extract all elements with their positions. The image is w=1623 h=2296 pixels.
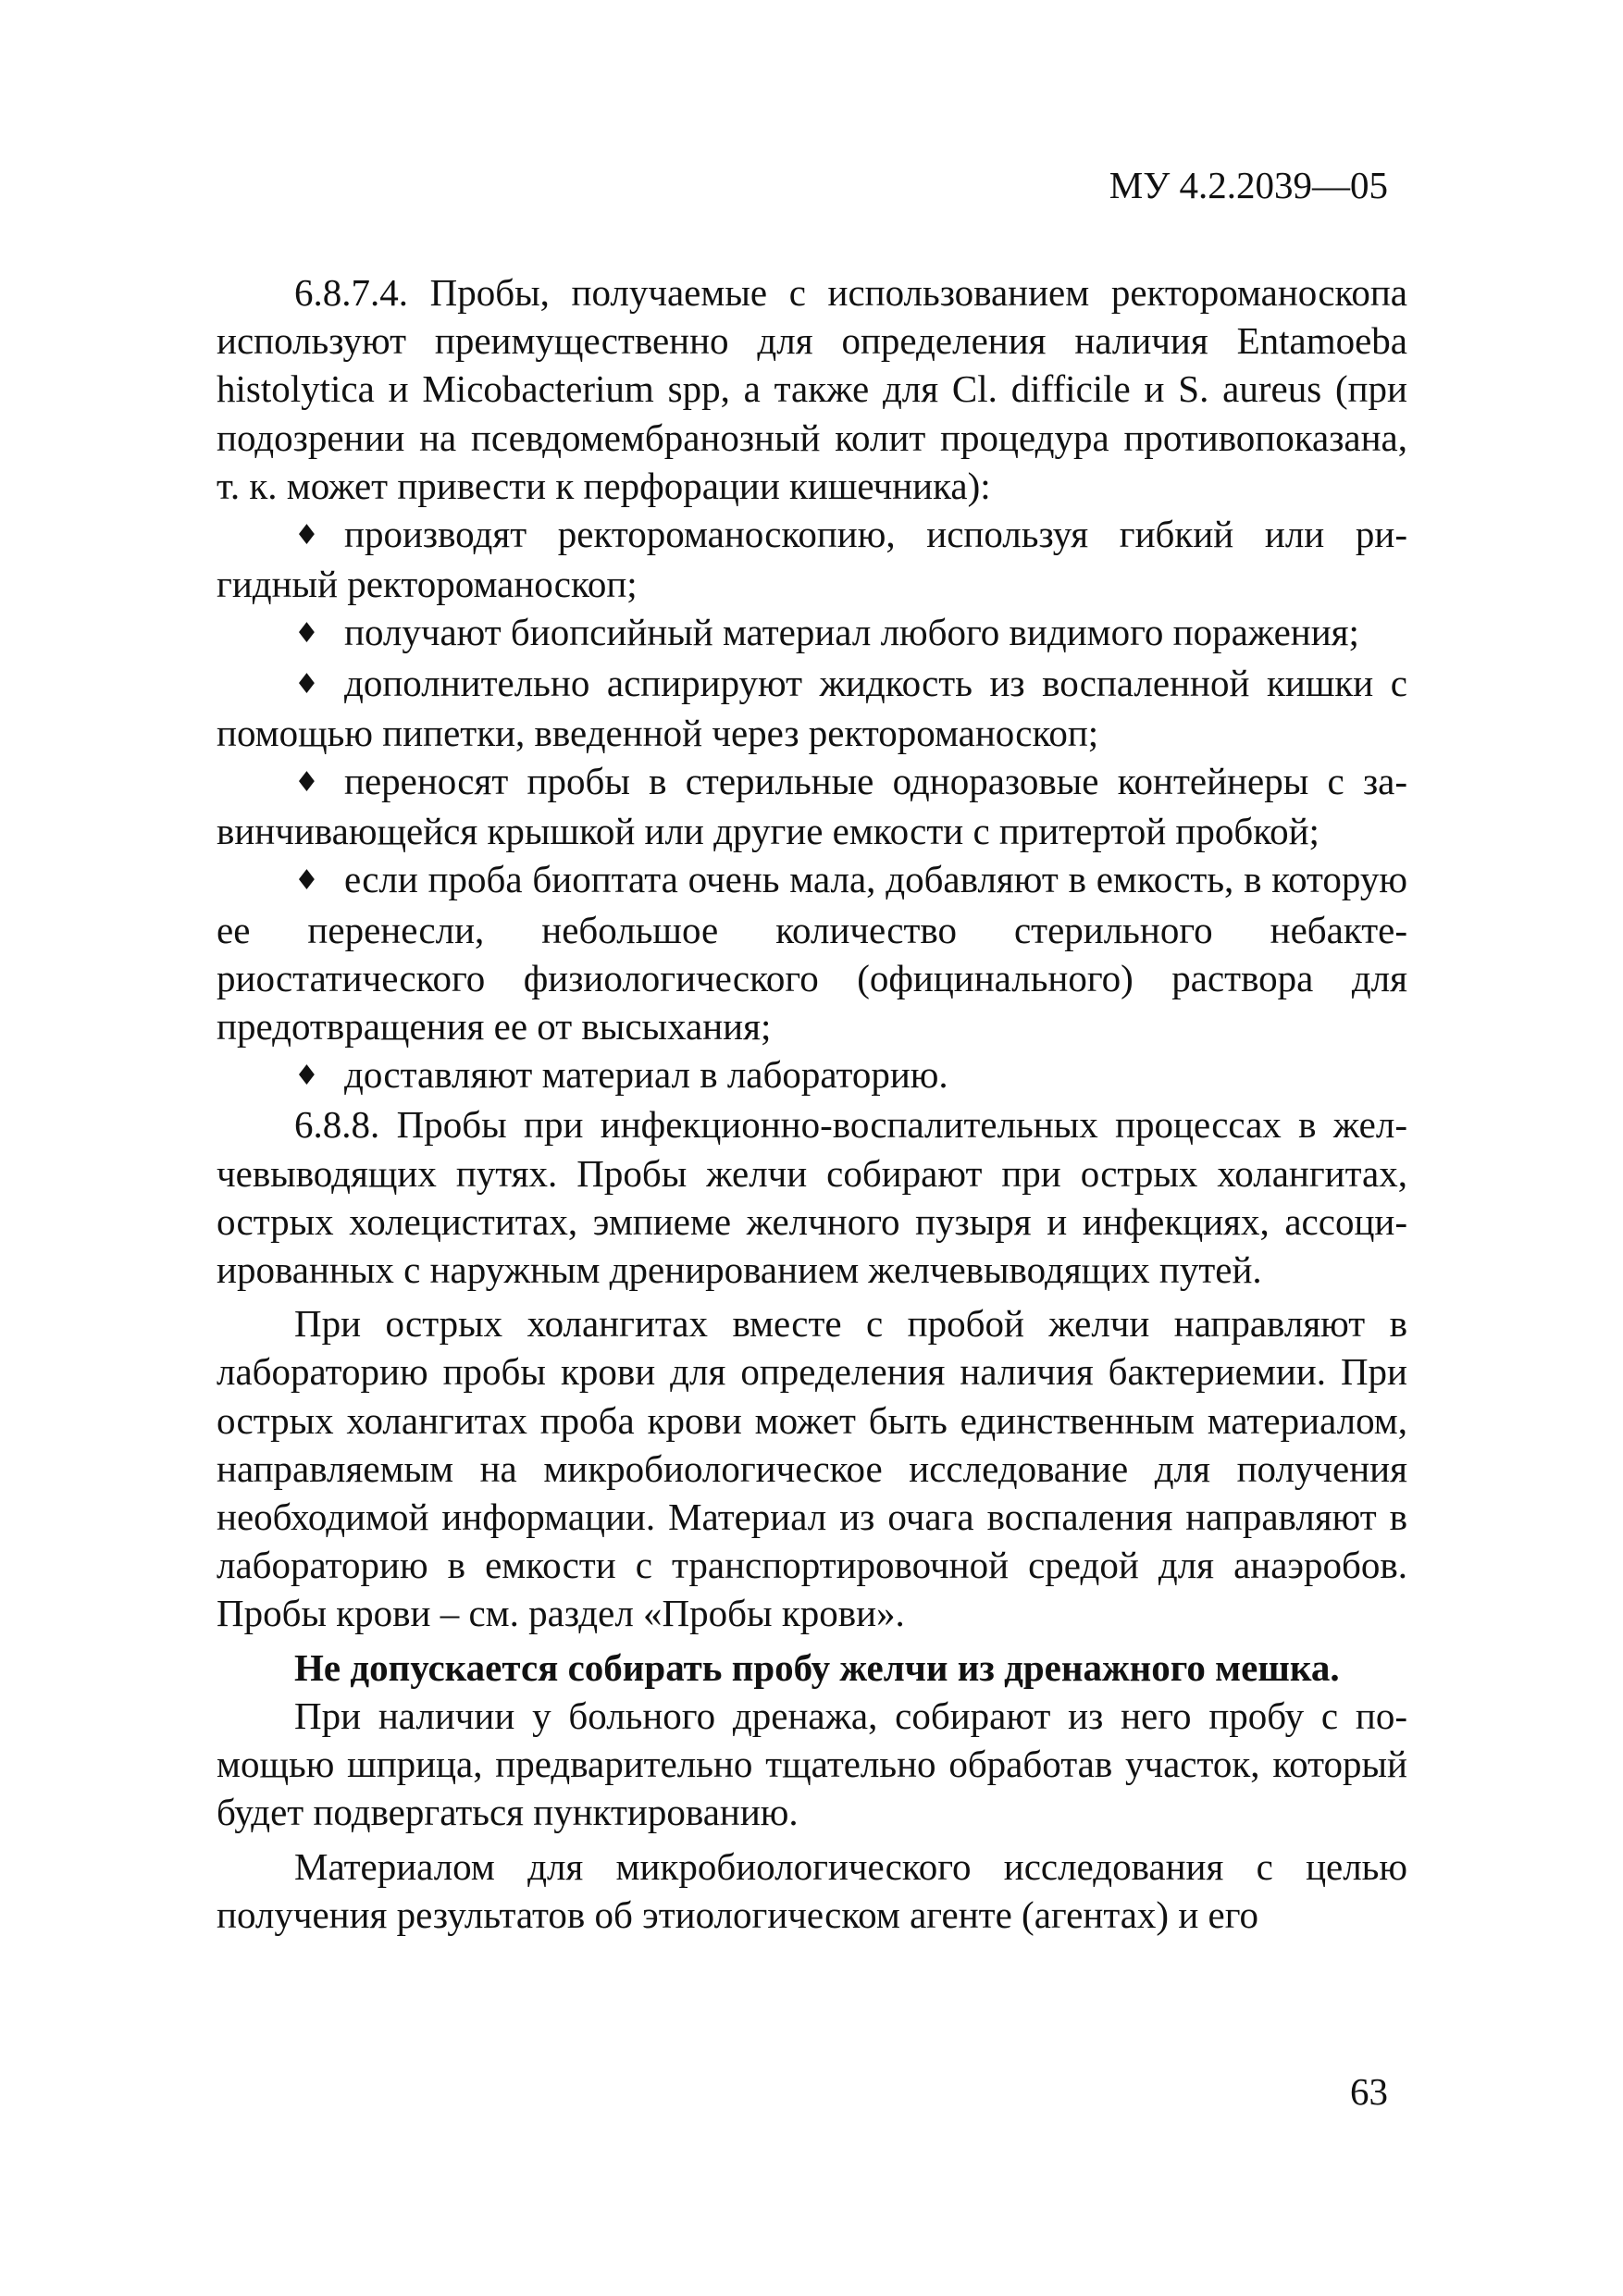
list-item-text: если проба биоптата очень мала, добавляют в емкость, в которую ее перенесли, небольшое количество стерильного небактериостатического физиологического (официнального) раствора для предотвращения ее от высыхания; bbox=[217, 858, 1407, 1049]
list-item bbox=[217, 757, 1407, 855]
diamond-bullet-icon: ♦ bbox=[294, 1060, 319, 1093]
document-code-header: МУ 4.2.2039—05 bbox=[1109, 164, 1388, 206]
list-item bbox=[217, 608, 1407, 658]
procedure-list bbox=[217, 510, 1407, 1100]
section-6874-intro: 6.8.7.4. Пробы, получаемые с использованием ректороманоскопа используют преимущественно для определения наличия Entamoeba histolytica и Micobacterium spp, а также для Cl. difficile и S. aureus (при подозрении на псевдомембранозный колит процедура противопоказана, т. к. может привести к перфорации кишечника): bbox=[217, 271, 1407, 507]
drainage-paragraph: При наличии у больного дренажа, собирают из него пробу с помощью шприца, предварительно тщательно обработав участок, который будет подвергаться пунктированию. bbox=[217, 1694, 1407, 1834]
list-item bbox=[217, 855, 1407, 1050]
diamond-bullet-icon: ♦ bbox=[294, 766, 319, 800]
section-688-paragraph: 6.8.8. Пробы при инфекционно-воспалительных процессах в желчевыводящих путях. Пробы желчи собирают при острых холангитах, острых холециститах, эмпиеме желчного пузыря и инфекциях, ассоциированных с наружным дренированием желчевыводящих путей. bbox=[217, 1103, 1407, 1292]
list-item bbox=[217, 510, 1407, 608]
list-item-text: производят ректороманоскопию, используя гибкий или ригидный ректороманоскоп; bbox=[217, 513, 1407, 606]
drainage-bag-warning: Не допускается собирать пробу желчи из дренажного мешка. bbox=[294, 1645, 1340, 1689]
page-number: 63 bbox=[1350, 2070, 1388, 2113]
blood-samples-paragraph: При острых холангитах вместе с пробой желчи направляют в лабораторию пробы крови для определения наличия бактериемии. При острых холангитах проба крови может быть единственным материалом, направляемым на микробиологическое исследование для получения необходимой информации. Материал из очага воспаления направляют в лабораторию в емкости с транспортировочной средой для анаэробов. Пробы крови – см. раздел «Пробы крови». bbox=[217, 1302, 1407, 1635]
list-item-text: доставляют материал в лабораторию. bbox=[344, 1053, 948, 1097]
list-item bbox=[217, 1050, 1407, 1100]
document-body bbox=[217, 268, 1407, 1939]
diamond-bullet-icon: ♦ bbox=[294, 617, 319, 651]
diamond-bullet-icon: ♦ bbox=[294, 864, 319, 898]
diamond-bullet-icon: ♦ bbox=[294, 519, 319, 552]
diamond-bullet-icon: ♦ bbox=[294, 667, 319, 701]
list-item-text: переносят пробы в стерильные одноразовые контейнеры с завинчивающейся крышкой или другие емкости с притертой пробкой; bbox=[217, 760, 1407, 853]
list-item bbox=[217, 659, 1407, 757]
list-item-text: получают биопсийный материал любого видимого поражения; bbox=[344, 611, 1359, 654]
material-paragraph: Материалом для микробиологического исследования с целью получения результатов об этиологическом агенте (агентах) и его bbox=[217, 1844, 1407, 1936]
list-item-text: дополнительно аспирируют жидкость из воспаленной кишки с помощью пипетки, введенной через ректороманоскоп; bbox=[217, 661, 1407, 754]
